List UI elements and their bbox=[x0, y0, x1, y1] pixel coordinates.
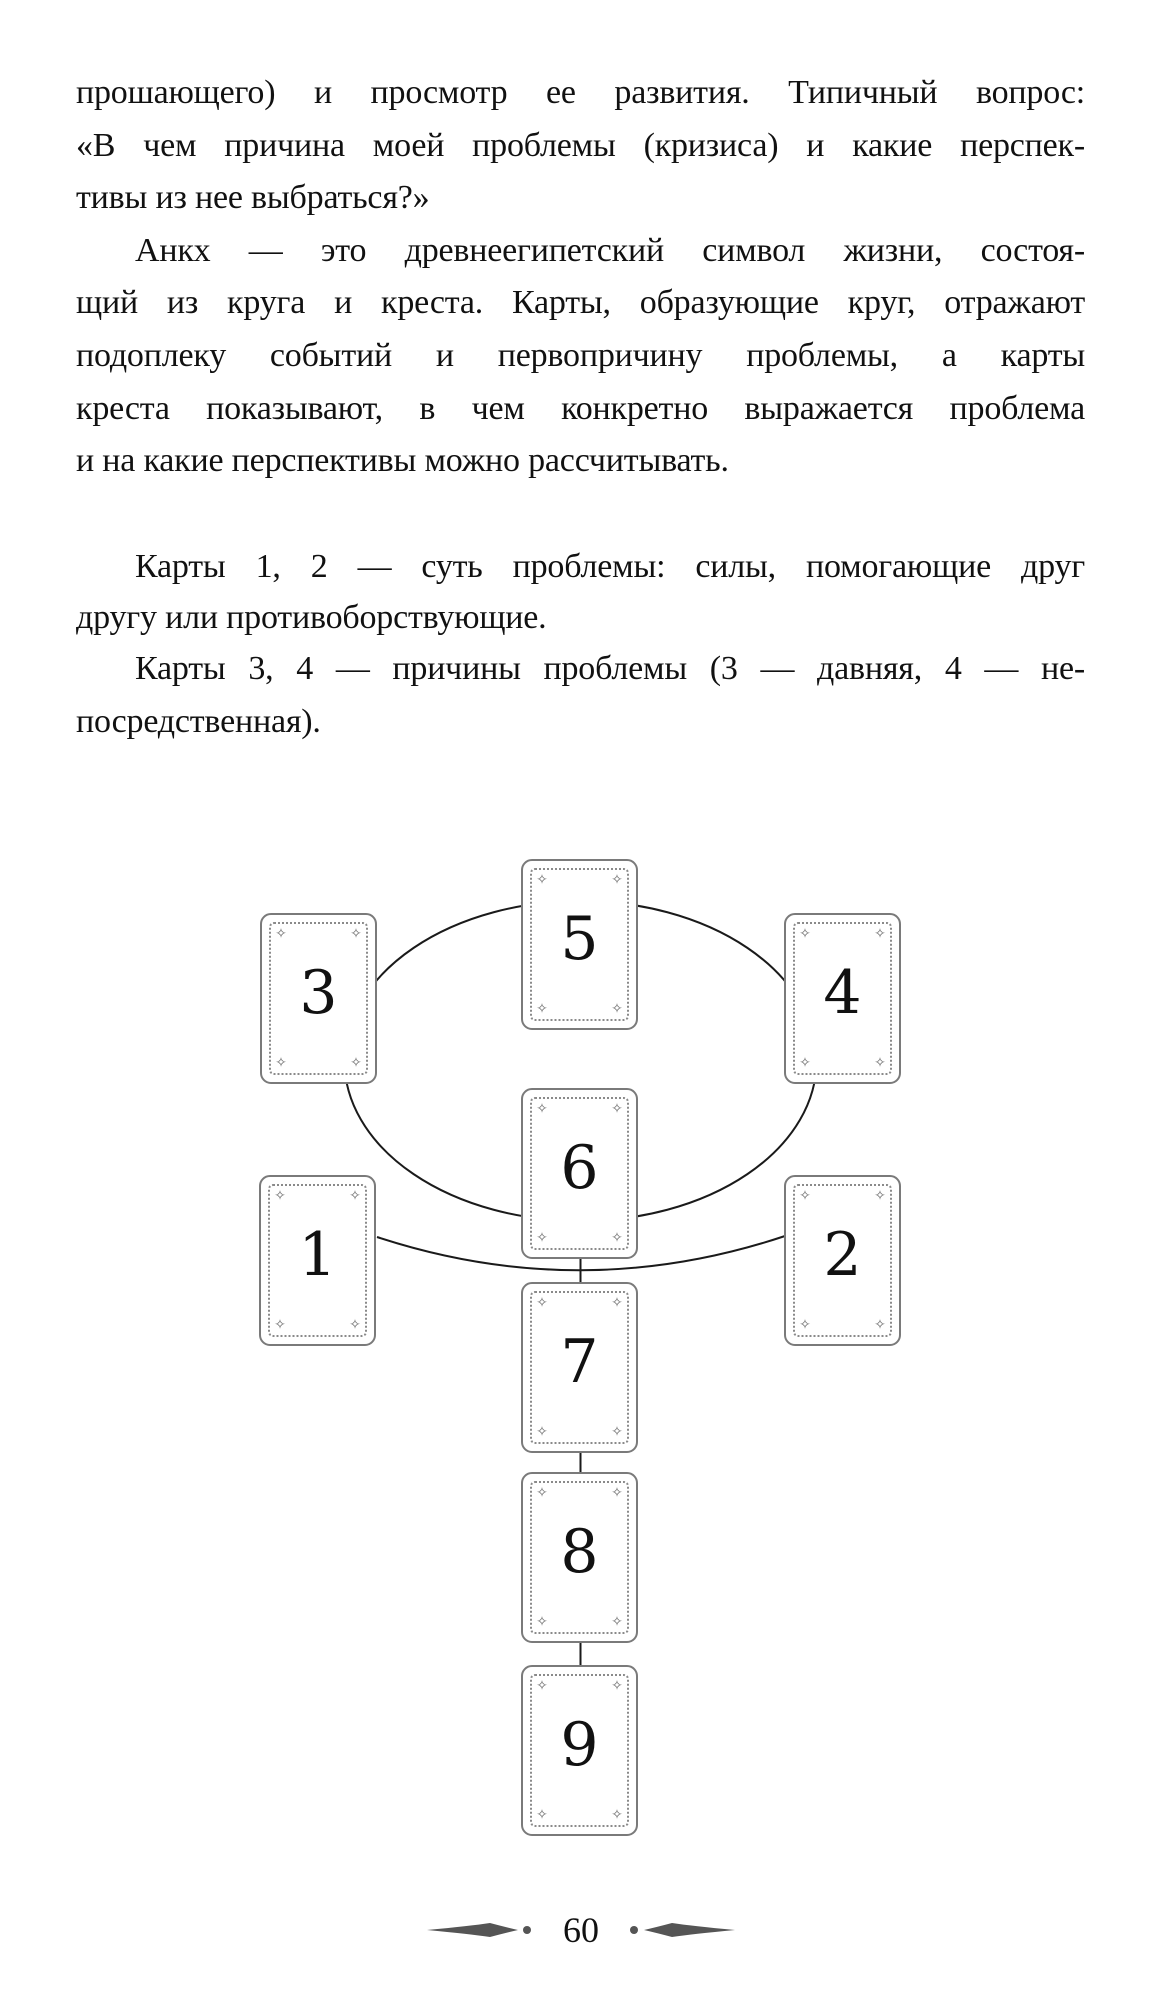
star-icon: ✧ bbox=[536, 1614, 548, 1630]
star-icon: ✧ bbox=[611, 872, 623, 888]
star-icon: ✧ bbox=[799, 1317, 811, 1333]
text-line: креста показывают, в чем конкретно выражается проблема bbox=[76, 390, 1085, 427]
page-number: 60 bbox=[563, 1910, 599, 1950]
left-ornament-icon bbox=[427, 1923, 518, 1937]
card-2 bbox=[784, 1175, 901, 1346]
text-line: Анкх — это древнеегипетский символ жизни, состоя- bbox=[135, 232, 1085, 269]
star-icon: ✧ bbox=[536, 1485, 548, 1501]
card-5 bbox=[521, 859, 638, 1030]
star-icon: ✧ bbox=[274, 1188, 286, 1204]
card-number: 1 bbox=[298, 1220, 337, 1290]
card-8 bbox=[521, 1472, 638, 1643]
text-line: подоплеку событий и первопричину проблемы, а карты bbox=[76, 337, 1085, 374]
star-icon: ✧ bbox=[536, 1807, 548, 1823]
card-4 bbox=[784, 913, 901, 1084]
star-icon: ✧ bbox=[536, 1678, 548, 1694]
left-dot-icon bbox=[523, 1926, 531, 1934]
card-number: 6 bbox=[560, 1133, 599, 1203]
star-icon: ✧ bbox=[874, 1055, 886, 1071]
star-icon: ✧ bbox=[349, 1188, 361, 1204]
star-icon: ✧ bbox=[536, 1295, 548, 1311]
card-3 bbox=[260, 913, 377, 1084]
star-icon: ✧ bbox=[350, 926, 362, 942]
star-icon: ✧ bbox=[799, 1055, 811, 1071]
star-icon: ✧ bbox=[611, 1485, 623, 1501]
text-line: и на какие перспективы можно рассчитывать. bbox=[76, 442, 729, 479]
star-icon: ✧ bbox=[349, 1317, 361, 1333]
star-icon: ✧ bbox=[275, 926, 287, 942]
star-icon: ✧ bbox=[536, 872, 548, 888]
card-number: 3 bbox=[299, 958, 338, 1028]
right-dot-icon bbox=[630, 1926, 638, 1934]
star-icon: ✧ bbox=[611, 1614, 623, 1630]
star-icon: ✧ bbox=[611, 1678, 623, 1694]
text-line: тивы из нее выбраться?» bbox=[76, 179, 430, 216]
text-line: посредственная). bbox=[76, 703, 321, 740]
card-number: 2 bbox=[823, 1220, 862, 1290]
star-icon: ✧ bbox=[274, 1317, 286, 1333]
star-icon: ✧ bbox=[874, 1317, 886, 1333]
text-line: другу или противоборствующие. bbox=[76, 599, 547, 636]
star-icon: ✧ bbox=[799, 1188, 811, 1204]
star-icon: ✧ bbox=[799, 926, 811, 942]
text-line: прошающего) и просмотр ее развития. Типичный вопрос: bbox=[76, 74, 1085, 111]
card-number: 5 bbox=[560, 904, 599, 974]
star-icon: ✧ bbox=[611, 1230, 623, 1246]
star-icon: ✧ bbox=[874, 1188, 886, 1204]
card-6 bbox=[521, 1088, 638, 1259]
star-icon: ✧ bbox=[611, 1295, 623, 1311]
text-line: щий из круга и креста. Карты, образующие круг, отражают bbox=[76, 284, 1085, 321]
star-icon: ✧ bbox=[536, 1230, 548, 1246]
right-ornament-icon bbox=[644, 1923, 735, 1937]
star-icon: ✧ bbox=[611, 1807, 623, 1823]
star-icon: ✧ bbox=[611, 1424, 623, 1440]
star-icon: ✧ bbox=[275, 1055, 287, 1071]
star-icon: ✧ bbox=[874, 926, 886, 942]
card-number: 7 bbox=[560, 1327, 599, 1397]
text-line: Карты 3, 4 — причины проблемы (3 — давняя, 4 — не- bbox=[135, 650, 1085, 687]
text-line: Карты 1, 2 — суть проблемы: силы, помогающие друг bbox=[135, 548, 1085, 585]
card-7 bbox=[521, 1282, 638, 1453]
star-icon: ✧ bbox=[536, 1101, 548, 1117]
star-icon: ✧ bbox=[611, 1101, 623, 1117]
star-icon: ✧ bbox=[536, 1001, 548, 1017]
card-number: 9 bbox=[560, 1710, 599, 1780]
star-icon: ✧ bbox=[350, 1055, 362, 1071]
page-footer bbox=[0, 1905, 1162, 1955]
card-1 bbox=[259, 1175, 376, 1346]
card-number: 4 bbox=[823, 958, 862, 1028]
text-line: «В чем причина моей проблемы (кризиса) и какие перспек- bbox=[76, 127, 1085, 164]
card-number: 8 bbox=[560, 1517, 599, 1587]
star-icon: ✧ bbox=[611, 1001, 623, 1017]
star-icon: ✧ bbox=[536, 1424, 548, 1440]
card-9 bbox=[521, 1665, 638, 1836]
